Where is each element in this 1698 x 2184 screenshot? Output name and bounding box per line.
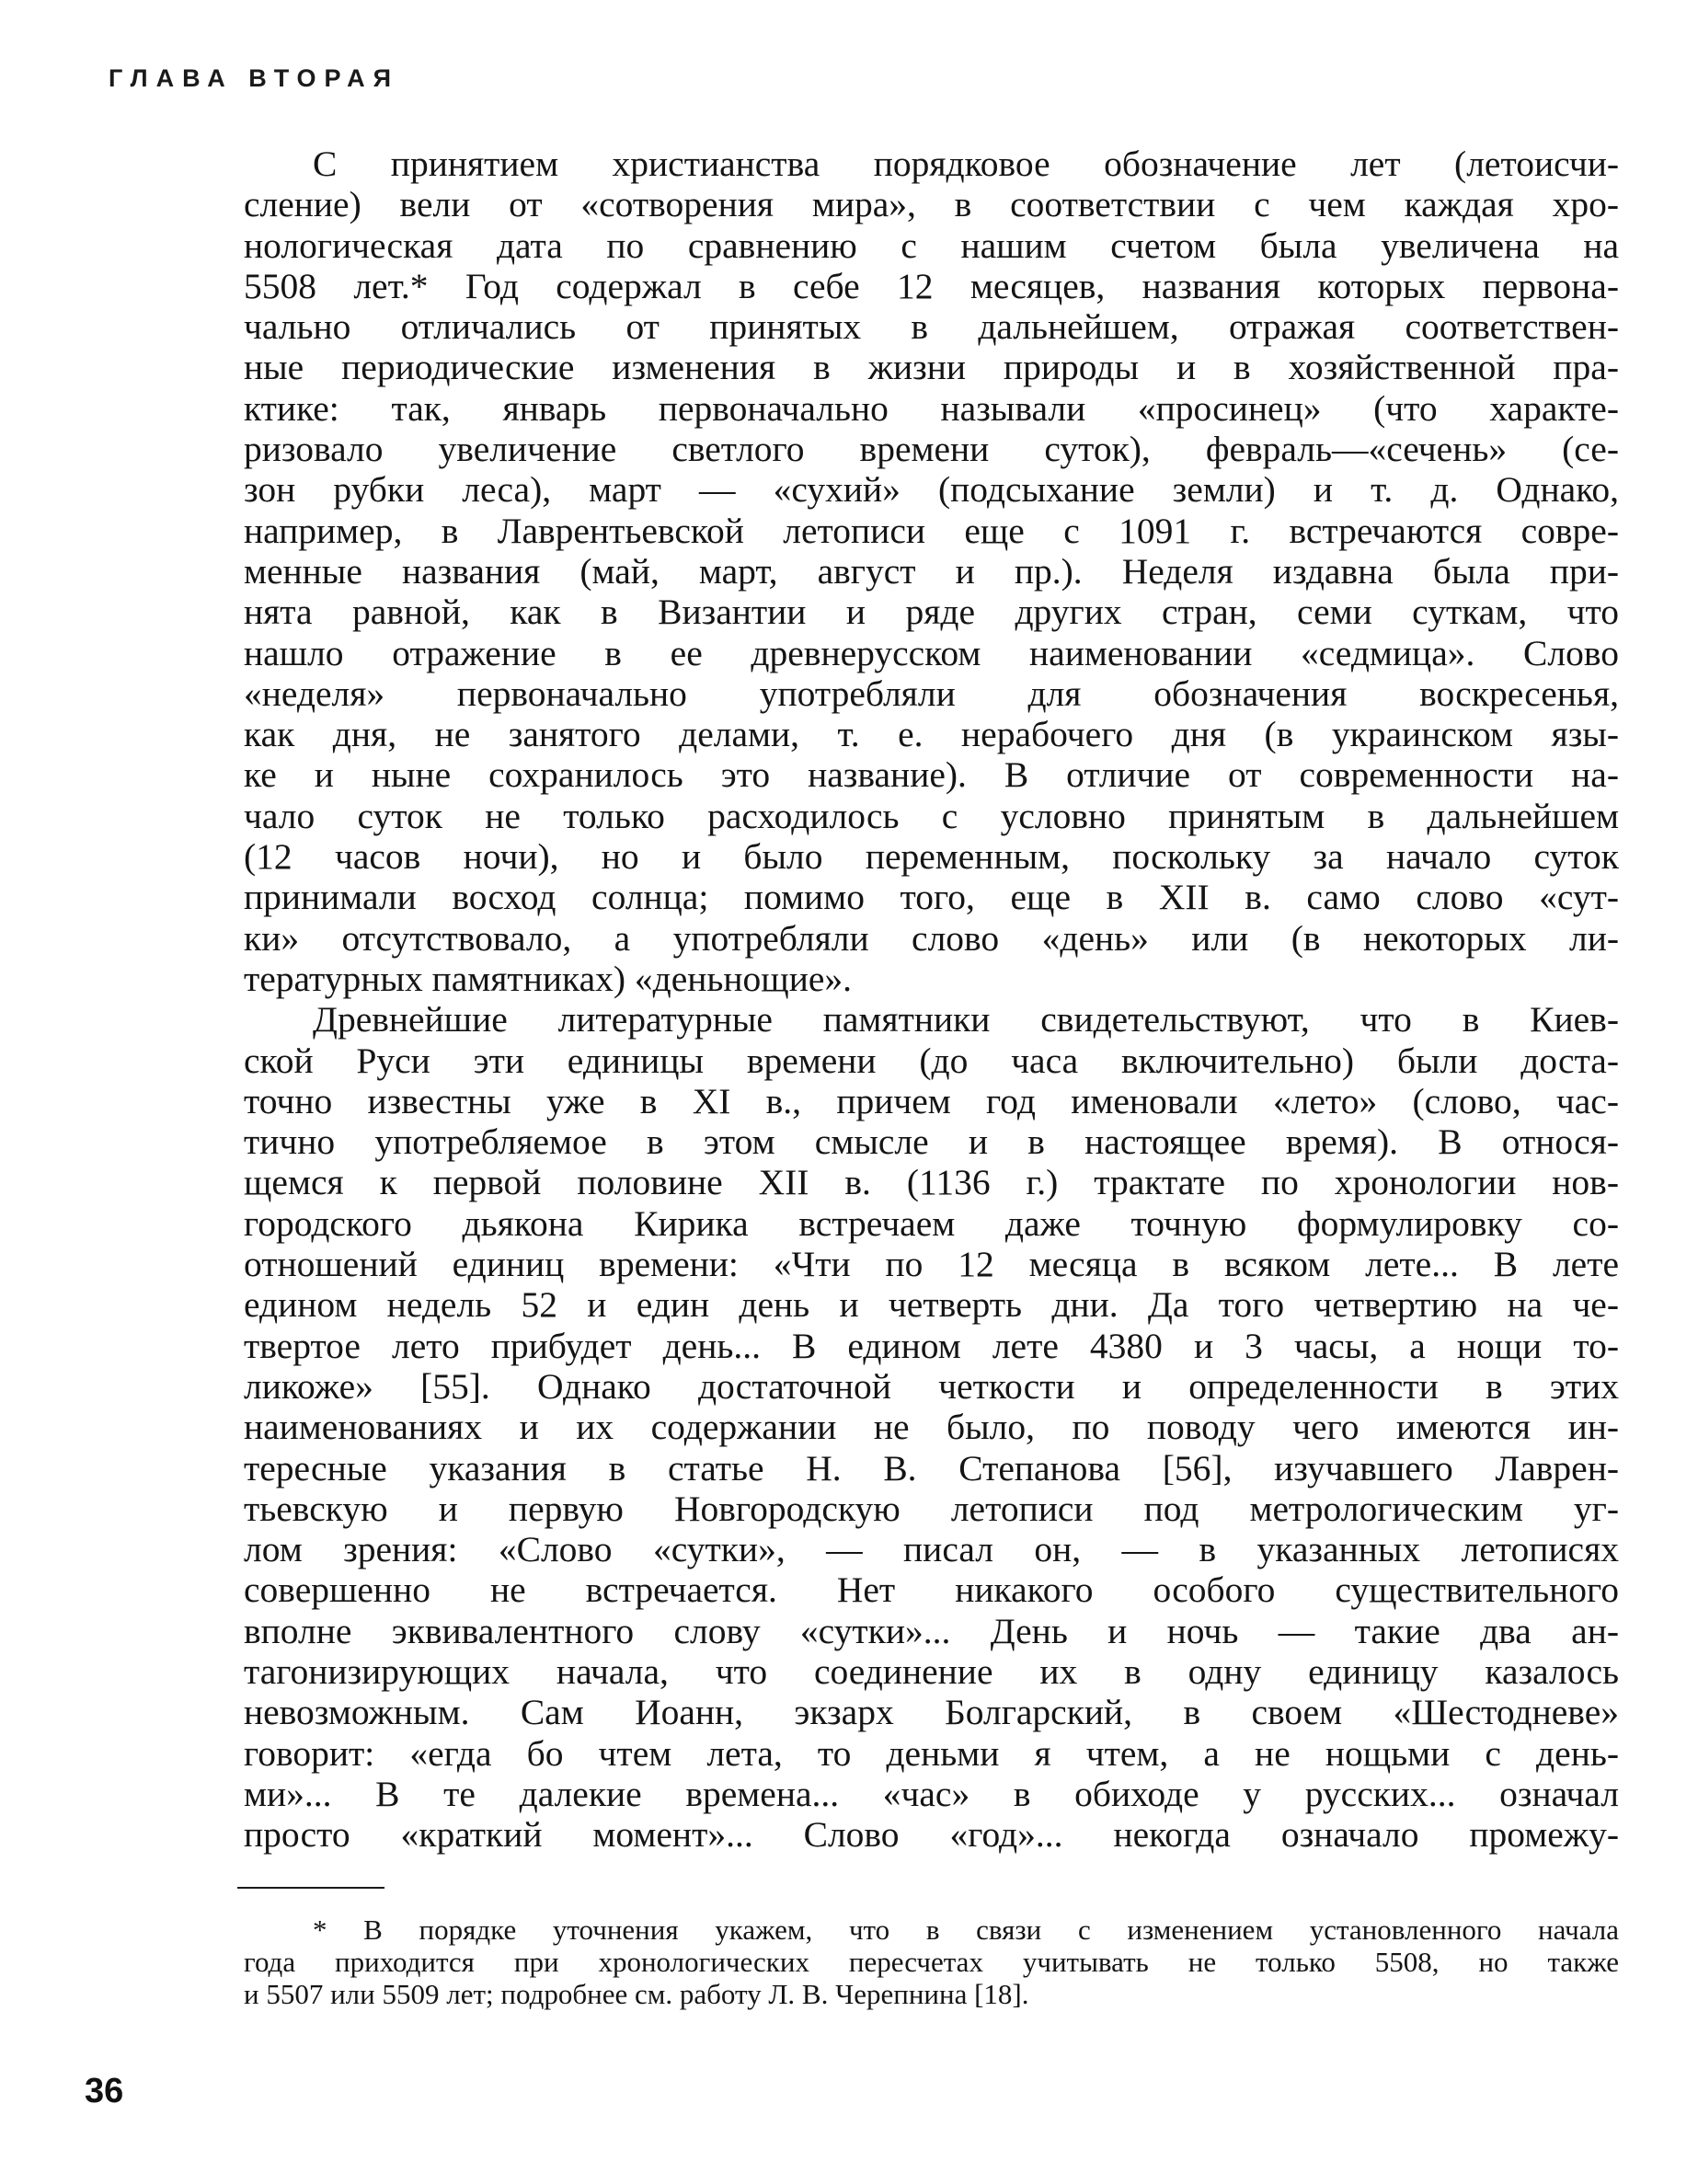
text-line: чально отличались от принятых в дальнейшем, отражая соответствен- [244, 306, 1619, 348]
text-line: невозможным. Сам Иоанн, экзарх Болгарский, в своем «Шестодневе» [244, 1692, 1619, 1733]
text-line: лом зрения: «Слово «сутки», — писал он, — в указанных летописях [244, 1529, 1619, 1570]
text-line: ке и ныне сохранилось это название). В отличие от современности на- [244, 754, 1619, 796]
text-line: отношений единиц времени: «Чти по 12 месяца в всяком лете... В лете [244, 1244, 1619, 1285]
text-line: 5508 лет.* Год содержал в себе 12 месяцев, названия которых первона- [244, 265, 1619, 306]
main-text [244, 144, 1619, 1855]
text-line: зон рубки леса), март — «сухий» (подсыхание земли) и т. д. Однако, [244, 469, 1619, 511]
page-number: 36 [85, 2072, 124, 2110]
paragraph-2 [244, 999, 1619, 1855]
footnote [244, 1914, 1619, 2010]
text-line: вполне эквивалентного слову «сутки»... День и ночь — такие два ан- [244, 1610, 1619, 1651]
text-line: «неделя» первоначально употребляли для обозначения воскресенья, [244, 672, 1619, 714]
footnote-line: * В порядке уточнения укажем, что в связи с изменением установленного начала [313, 1914, 1619, 1946]
text-line: тагонизирующих начала, что соединение их в одну единицу казалось [244, 1650, 1619, 1692]
text-line: нашло отражение в ее древнерусском наименовании «седмица». Слово [244, 632, 1619, 673]
text-line: твертое лето прибудет день... В едином лете 4380 и 3 часы, а нощи то- [244, 1325, 1619, 1366]
text-line: ликоже» [55]. Однако достаточной четкости и определенности в этих [244, 1365, 1619, 1407]
text-line: наименованиях и их содержании не было, по поводу чего имеются ин- [244, 1407, 1619, 1448]
text-line: (12 часов ночи), но и было переменным, поскольку за начало суток [244, 836, 1619, 878]
text-line: тересные указания в статье Н. В. Степанова [56], изучавшего Лаврен- [244, 1447, 1619, 1489]
text-line: сление) вели от «сотворения мира», в соответствии с чем каждая хро- [244, 184, 1619, 225]
text-line: как дня, не занятого делами, т. е. нерабочего дня (в украинском язы- [244, 714, 1619, 755]
text-line: чало суток не только расходилось с условно принятым в дальнейшем [244, 795, 1619, 836]
text-line: нологическая дата по сравнению с нашим счетом была увеличена на [244, 224, 1619, 266]
text-line: С принятием христианства порядковое обозначение лет (летоисчи- [313, 144, 1619, 184]
text-line: тературных памятниках) «деньнощие». [244, 958, 853, 999]
text-line: щемся к первой половине XII в. (1136 г.) трактате по хронологии нов- [244, 1162, 1619, 1203]
text-line: Древнейшие литературные памятники свидетельствуют, что в Киев- [313, 999, 1619, 1040]
text-line: нята равной, как в Византии и ряде других стран, семи суткам, что [244, 592, 1619, 633]
text-line: ми»... В те далекие времена... «час» в обиходе у русских... означал [244, 1773, 1619, 1814]
running-head: ГЛАВА ВТОРАЯ [109, 64, 400, 92]
text-line: ризовало увеличение светлого времени суток), февраль—«сечень» (се- [244, 429, 1619, 470]
text-line: точно известны уже в XI в., причем год именовали «лето» (слово, час- [244, 1080, 1619, 1121]
text-line: тично употребляемое в этом смысле и в настоящее время). В относя- [244, 1121, 1619, 1163]
footnote-line: года приходится при хронологических пересчетах учитывать не только 5508, но также [244, 1946, 1619, 1978]
text-line: менные названия (май, март, август и пр.). Неделя издавна была при- [244, 550, 1619, 592]
text-line: просто «краткий момент»... Слово «год»... некогда означало промежу- [244, 1814, 1619, 1856]
footnote-divider [237, 1887, 384, 1889]
text-line: совершенно не встречается. Нет никакого особого существительного [244, 1569, 1619, 1611]
footnote-line: и 5507 или 5509 лет; подробнее см. работу Л. В. Черепнина [18]. [244, 1978, 1029, 2010]
text-line: тьевскую и первую Новгородскую летописи под метрологическим уг- [244, 1488, 1619, 1529]
text-line: принимали восход солнца; помимо того, еще в XII в. само слово «сут- [244, 877, 1619, 918]
text-line: ктике: так, январь первоначально называли «просинец» (что характе- [244, 387, 1619, 429]
text-line: едином недель 52 и един день и четверть дни. Да того четвертию на че- [244, 1284, 1619, 1326]
text-line: например, в Лаврентьевской летописи еще с 1091 г. встречаются совре- [244, 510, 1619, 551]
text-line: ные периодические изменения в жизни природы и в хозяйственной пра- [244, 347, 1619, 388]
text-line: ской Руси эти единицы времени (до часа включительно) были доста- [244, 1040, 1619, 1081]
text-line: говорит: «егда бо чтем лета, то деньми я чтем, а не нощьми с день- [244, 1732, 1619, 1774]
text-line: ки» отсутствовало, а употребляли слово «день» или (в некоторых ли- [244, 917, 1619, 959]
paragraph-1 [244, 144, 1619, 999]
text-line: городского дьякона Кирика встречаем даже точную формулировку со- [244, 1202, 1619, 1244]
